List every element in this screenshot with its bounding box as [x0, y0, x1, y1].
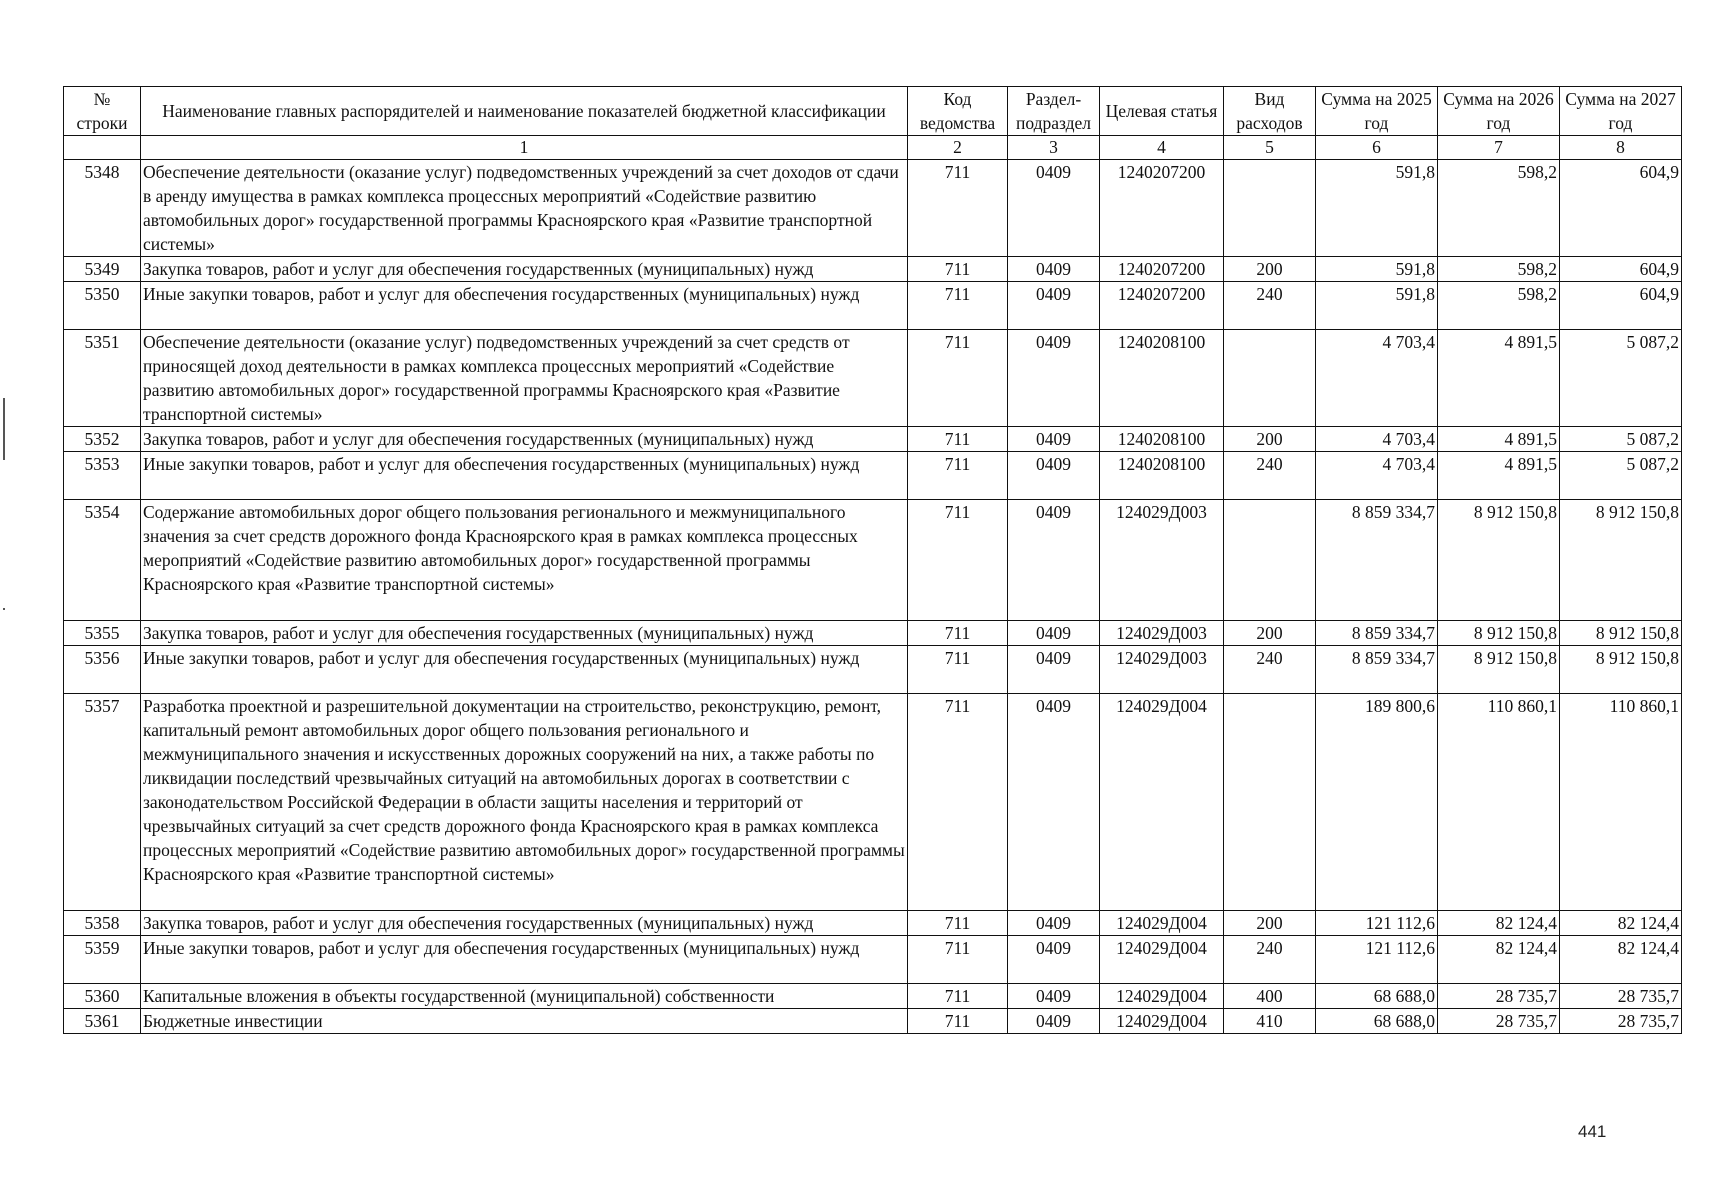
row-dept-code: 711	[908, 427, 1008, 452]
row-name: Иные закупки товаров, работ и услуг для обеспечения государственных (муниципальных) нужд	[141, 936, 908, 984]
row-sum-2025: 68 688,0	[1316, 1009, 1438, 1034]
row-sum-2026: 598,2	[1438, 257, 1560, 282]
row-sum-2025: 591,8	[1316, 282, 1438, 330]
row-sum-2027: 604,9	[1560, 282, 1682, 330]
row-number: 5351	[64, 330, 141, 427]
row-expense-type	[1224, 330, 1316, 427]
header-row-no: № строки	[64, 87, 141, 136]
row-section: 0409	[1008, 160, 1100, 257]
header-sum-2026: Сумма на 2026 год	[1438, 87, 1560, 136]
column-number: 4	[1100, 136, 1224, 160]
budget-table	[63, 86, 1682, 1034]
row-target: 1240207200	[1100, 160, 1224, 257]
row-dept-code: 711	[908, 984, 1008, 1009]
table-row	[64, 1009, 1682, 1034]
row-sum-2027: 28 735,7	[1560, 984, 1682, 1009]
row-number: 5353	[64, 452, 141, 500]
row-name: Иные закупки товаров, работ и услуг для обеспечения государственных (муниципальных) нужд	[141, 452, 908, 500]
row-sum-2027: 28 735,7	[1560, 1009, 1682, 1034]
row-name: Обеспечение деятельности (оказание услуг) подведомственных учреждений за счет средств от приносящей доход деятельности в рамках комплекса процессных мероприятий «Содействие развитию автомобильных дорог» государственной программы Красноярского края «Развитие транспортной системы»	[141, 330, 908, 427]
row-expense-type: 240	[1224, 646, 1316, 694]
row-name: Капитальные вложения в объекты государственной (муниципальной) собственности	[141, 984, 908, 1009]
row-name: Обеспечение деятельности (оказание услуг) подведомственных учреждений за счет доходов от сдачи в аренду имущества в рамках комплекса процессных мероприятий «Содействие развитию автомобильных дорог» государственной программы Красноярского края «Развитие транспортной системы»	[141, 160, 908, 257]
row-expense-type	[1224, 500, 1316, 621]
table-row	[64, 911, 1682, 936]
header-section: Раздел-подраздел	[1008, 87, 1100, 136]
row-target: 1240208100	[1100, 452, 1224, 500]
row-name: Иные закупки товаров, работ и услуг для обеспечения государственных (муниципальных) нужд	[141, 646, 908, 694]
row-dept-code: 711	[908, 257, 1008, 282]
row-dept-code: 711	[908, 500, 1008, 621]
column-number: 2	[908, 136, 1008, 160]
row-sum-2025: 591,8	[1316, 160, 1438, 257]
row-section: 0409	[1008, 646, 1100, 694]
row-section: 0409	[1008, 330, 1100, 427]
table-row	[64, 427, 1682, 452]
row-number: 5352	[64, 427, 141, 452]
row-expense-type: 400	[1224, 984, 1316, 1009]
column-number: 5	[1224, 136, 1316, 160]
row-section: 0409	[1008, 1009, 1100, 1034]
row-sum-2026: 8 912 150,8	[1438, 500, 1560, 621]
row-sum-2025: 4 703,4	[1316, 452, 1438, 500]
row-section: 0409	[1008, 984, 1100, 1009]
row-sum-2027: 604,9	[1560, 257, 1682, 282]
row-sum-2027: 5 087,2	[1560, 330, 1682, 427]
row-number: 5349	[64, 257, 141, 282]
row-section: 0409	[1008, 282, 1100, 330]
table-row	[64, 646, 1682, 694]
row-name: Содержание автомобильных дорог общего пользования регионального и межмуниципального значения за счет средств дорожного фонда Красноярского края в рамках комплекса процессных мероприятий «Содействие развитию автомобильных дорог» государственной программы Красноярского края «Развитие транспортной системы»	[141, 500, 908, 621]
table-row	[64, 694, 1682, 911]
scan-edge-mark	[3, 398, 5, 460]
table-header-row	[64, 87, 1682, 136]
row-dept-code: 711	[908, 160, 1008, 257]
row-sum-2027: 8 912 150,8	[1560, 646, 1682, 694]
column-number: 7	[1438, 136, 1560, 160]
header-name: Наименование главных распорядителей и наименование показателей бюджетной классификации	[141, 87, 908, 136]
row-sum-2027: 8 912 150,8	[1560, 500, 1682, 621]
row-expense-type	[1224, 160, 1316, 257]
row-sum-2026: 82 124,4	[1438, 936, 1560, 984]
table-row	[64, 936, 1682, 984]
row-sum-2027: 110 860,1	[1560, 694, 1682, 911]
header-sum-2027: Сумма на 2027 год	[1560, 87, 1682, 136]
row-sum-2025: 121 112,6	[1316, 936, 1438, 984]
row-sum-2026: 8 912 150,8	[1438, 621, 1560, 646]
row-expense-type: 200	[1224, 621, 1316, 646]
row-section: 0409	[1008, 694, 1100, 911]
row-name: Закупка товаров, работ и услуг для обеспечения государственных (муниципальных) нужд	[141, 911, 908, 936]
row-sum-2025: 4 703,4	[1316, 427, 1438, 452]
header-target: Целевая статья	[1100, 87, 1224, 136]
row-expense-type	[1224, 694, 1316, 911]
row-sum-2025: 8 859 334,7	[1316, 646, 1438, 694]
row-section: 0409	[1008, 500, 1100, 621]
row-number: 5354	[64, 500, 141, 621]
row-target: 1240208100	[1100, 427, 1224, 452]
row-target: 1240207200	[1100, 282, 1224, 330]
row-number: 5358	[64, 911, 141, 936]
row-dept-code: 711	[908, 936, 1008, 984]
row-name: Бюджетные инвестиции	[141, 1009, 908, 1034]
row-number: 5350	[64, 282, 141, 330]
header-expense-type: Вид расходов	[1224, 87, 1316, 136]
row-section: 0409	[1008, 936, 1100, 984]
row-sum-2027: 8 912 150,8	[1560, 621, 1682, 646]
row-dept-code: 711	[908, 646, 1008, 694]
row-number: 5348	[64, 160, 141, 257]
row-name: Закупка товаров, работ и услуг для обеспечения государственных (муниципальных) нужд	[141, 427, 908, 452]
row-target: 124029Д004	[1100, 936, 1224, 984]
row-section: 0409	[1008, 452, 1100, 500]
row-section: 0409	[1008, 257, 1100, 282]
table-row	[64, 160, 1682, 257]
row-expense-type: 240	[1224, 282, 1316, 330]
row-sum-2027: 5 087,2	[1560, 427, 1682, 452]
row-sum-2026: 82 124,4	[1438, 911, 1560, 936]
row-sum-2027: 5 087,2	[1560, 452, 1682, 500]
row-sum-2025: 4 703,4	[1316, 330, 1438, 427]
row-sum-2027: 82 124,4	[1560, 911, 1682, 936]
column-number-row	[64, 136, 1682, 160]
row-sum-2026: 4 891,5	[1438, 427, 1560, 452]
table-row	[64, 330, 1682, 427]
row-section: 0409	[1008, 911, 1100, 936]
header-sum-2025: Сумма на 2025 год	[1316, 87, 1438, 136]
row-expense-type: 200	[1224, 257, 1316, 282]
row-dept-code: 711	[908, 621, 1008, 646]
row-target: 124029Д004	[1100, 694, 1224, 911]
row-sum-2025: 189 800,6	[1316, 694, 1438, 911]
header-dept-code: Код ведомства	[908, 87, 1008, 136]
row-expense-type: 410	[1224, 1009, 1316, 1034]
row-name: Закупка товаров, работ и услуг для обеспечения государственных (муниципальных) нужд	[141, 621, 908, 646]
row-dept-code: 711	[908, 1009, 1008, 1034]
row-sum-2026: 28 735,7	[1438, 1009, 1560, 1034]
column-number	[64, 136, 141, 160]
row-dept-code: 711	[908, 282, 1008, 330]
row-expense-type: 240	[1224, 452, 1316, 500]
row-sum-2027: 604,9	[1560, 160, 1682, 257]
row-number: 5360	[64, 984, 141, 1009]
table-row	[64, 500, 1682, 621]
row-target: 124029Д003	[1100, 646, 1224, 694]
row-sum-2026: 598,2	[1438, 282, 1560, 330]
table-row	[64, 621, 1682, 646]
row-name: Иные закупки товаров, работ и услуг для обеспечения государственных (муниципальных) нужд	[141, 282, 908, 330]
page-number: 441	[1578, 1122, 1607, 1141]
table-row	[64, 452, 1682, 500]
row-number: 5357	[64, 694, 141, 911]
column-number: 3	[1008, 136, 1100, 160]
row-sum-2026: 8 912 150,8	[1438, 646, 1560, 694]
table-row	[64, 984, 1682, 1009]
table-row	[64, 257, 1682, 282]
budget-page	[63, 86, 1681, 1034]
row-target: 124029Д004	[1100, 1009, 1224, 1034]
row-number: 5355	[64, 621, 141, 646]
row-sum-2027: 82 124,4	[1560, 936, 1682, 984]
row-section: 0409	[1008, 427, 1100, 452]
row-target: 124029Д004	[1100, 984, 1224, 1009]
row-expense-type: 240	[1224, 936, 1316, 984]
row-dept-code: 711	[908, 911, 1008, 936]
row-sum-2025: 8 859 334,7	[1316, 621, 1438, 646]
row-target: 1240208100	[1100, 330, 1224, 427]
row-sum-2026: 4 891,5	[1438, 452, 1560, 500]
table-row	[64, 282, 1682, 330]
row-dept-code: 711	[908, 694, 1008, 911]
row-sum-2026: 110 860,1	[1438, 694, 1560, 911]
row-sum-2025: 121 112,6	[1316, 911, 1438, 936]
row-sum-2026: 28 735,7	[1438, 984, 1560, 1009]
row-sum-2026: 598,2	[1438, 160, 1560, 257]
row-dept-code: 711	[908, 330, 1008, 427]
row-target: 1240207200	[1100, 257, 1224, 282]
row-target: 124029Д003	[1100, 621, 1224, 646]
row-name: Закупка товаров, работ и услуг для обеспечения государственных (муниципальных) нужд	[141, 257, 908, 282]
row-name: Разработка проектной и разрешительной документации на строительство, реконструкцию, ремонт, капитальный ремонт автомобильных дорог общего пользования регионального и межмуниципального значения и искусственных дорожных сооружений на них, а также работы по ликвидации последствий чрезвычайных ситуаций на автомобильных дорогах в соответствии с законодательством Российской Федерации в области защиты населения и территорий от чрезвычайных ситуаций за счет средств дорожного фонда Красноярского края в рамках комплекса процессных мероприятий «Содействие развитию автомобильных дорог» государственной программы Красноярского края «Развитие транспортной системы»	[141, 694, 908, 911]
column-number: 6	[1316, 136, 1438, 160]
column-number: 8	[1560, 136, 1682, 160]
row-target: 124029Д004	[1100, 911, 1224, 936]
row-sum-2025: 591,8	[1316, 257, 1438, 282]
row-dept-code: 711	[908, 452, 1008, 500]
column-number: 1	[141, 136, 908, 160]
row-sum-2026: 4 891,5	[1438, 330, 1560, 427]
row-expense-type: 200	[1224, 427, 1316, 452]
row-number: 5356	[64, 646, 141, 694]
scan-edge-mark	[3, 608, 5, 610]
row-number: 5359	[64, 936, 141, 984]
row-sum-2025: 68 688,0	[1316, 984, 1438, 1009]
row-number: 5361	[64, 1009, 141, 1034]
row-sum-2025: 8 859 334,7	[1316, 500, 1438, 621]
row-section: 0409	[1008, 621, 1100, 646]
row-target: 124029Д003	[1100, 500, 1224, 621]
row-expense-type: 200	[1224, 911, 1316, 936]
